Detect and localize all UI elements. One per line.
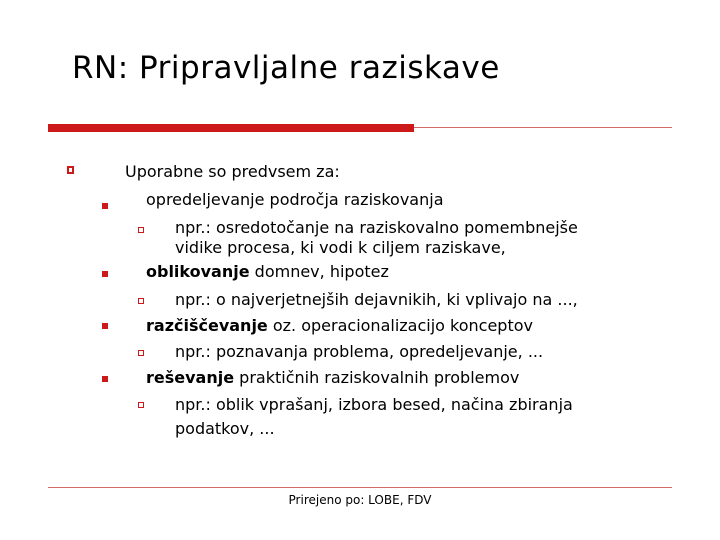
filled-square-bullet-icon — [102, 203, 108, 209]
item-text: opredeljevanje področja raziskovanja — [146, 190, 444, 209]
list-item — [146, 316, 533, 336]
list-item — [146, 368, 519, 388]
small-hollow-square-bullet-icon — [138, 298, 144, 304]
list-item — [146, 190, 444, 210]
sub-item-text: npr.: oblik vprašanj, izbora besed, načina zbiranja — [175, 395, 573, 414]
hollow-square-bullet-icon — [67, 166, 74, 174]
small-hollow-square-bullet-icon — [138, 402, 144, 408]
item-bold: razčiščevanje — [146, 316, 268, 335]
sub-item-text: npr.: o najverjetnejših dejavnikih, ki vplivajo na ..., — [175, 290, 578, 309]
item-bold: oblikovanje — [146, 262, 250, 281]
filled-square-bullet-icon — [102, 271, 108, 277]
filled-square-bullet-icon — [102, 376, 108, 382]
list-item — [146, 262, 389, 282]
title-divider-line — [414, 127, 672, 128]
item-text: praktičnih raziskovalnih problemov — [234, 368, 520, 387]
slide-title: RN: Pripravljalne raziskave — [72, 50, 500, 86]
item-text: oz. operacionalizacijo konceptov — [267, 316, 533, 335]
title-accent-bar — [48, 124, 414, 132]
sub-item-text-cont: podatkov, ... — [175, 419, 275, 438]
item-bold: reševanje — [146, 368, 235, 387]
footer-divider-line — [48, 487, 672, 488]
small-hollow-square-bullet-icon — [138, 350, 144, 356]
item-text: domnev, hipotez — [249, 262, 389, 281]
sub-item-text-cont: vidike procesa, ki vodi k ciljem raziskave, — [175, 238, 506, 257]
footer-credit: Prirejeno po: LOBE, FDV — [288, 493, 432, 507]
filled-square-bullet-icon — [102, 323, 108, 329]
sub-item-text: npr.: poznavanja problema, opredeljevanje, ... — [175, 342, 544, 361]
sub-item-text: npr.: osredotočanje na raziskovalno pomembnejše — [175, 218, 578, 237]
small-hollow-square-bullet-icon — [138, 227, 144, 233]
intro-text: Uporabne so predvsem za: — [125, 162, 340, 181]
